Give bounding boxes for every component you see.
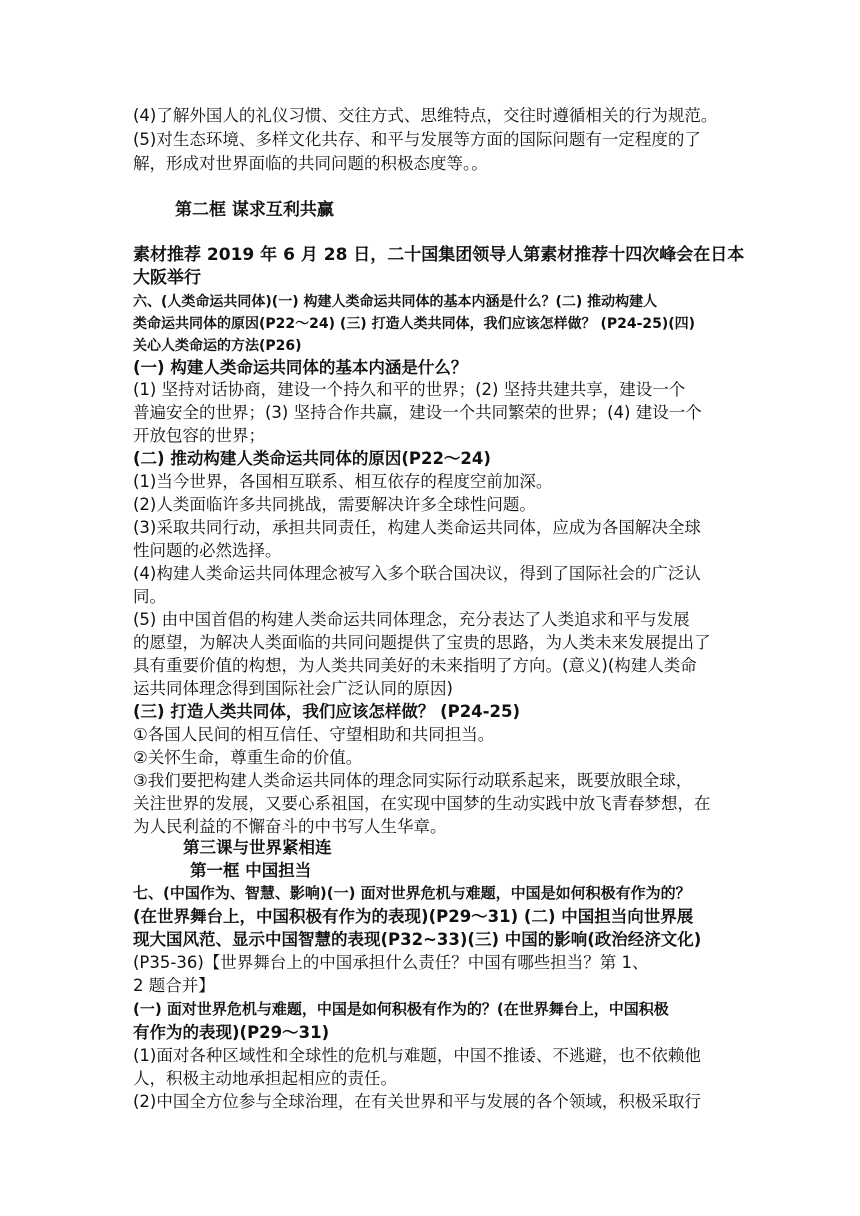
text-line: 具有重要价值的构想，为人类共同美好的未来指明了方向。(意义)(构建人类命 [133, 656, 697, 675]
subheading: 有作为的表现)(P29～31) [133, 1023, 330, 1042]
subheading: (三) 打造人类共同体，我们应该怎样做？ (P24-25) [133, 702, 521, 721]
question-outline: (P35-36)【世界舞台上的中国承担什么责任？中国有哪些担当？第 1、 [133, 953, 649, 972]
question-outline: 类命运共同体的原因(P22～24) (三) 打造人类共同体，我们应该怎样做？ (P24-25)(四) [133, 316, 696, 332]
text-line: (5) 由中国首倡的构建人类命运共同体理念，充分表达了人类追求和平与发展 [133, 610, 690, 629]
text-line: (1)面对各种区域性和全球性的危机与难题，中国不推诿、不逃避，也不依赖他 [133, 1046, 701, 1065]
section-heading: 第二框 谋求互利共赢 [175, 200, 334, 220]
question-outline: (在世界舞台上，中国积极有作为的表现)(P29～31) (二) 中国担当向世界展 [133, 907, 694, 926]
text-line: (3)采取共同行动，承担共同责任，构建人类命运共同体，应成为各国解决全球 [133, 518, 701, 537]
text-line: 普遍安全的世界；(3) 坚持合作共赢，建设一个共同繁荣的世界；(4) 建设一个 [133, 403, 702, 422]
text-line: 的愿望，为解决人类面临的共同问题提供了宝贵的思路，为人类未来发展提出了 [133, 633, 711, 652]
text-line: 人，积极主动地承担起相应的责任。 [133, 1069, 397, 1088]
text-line: 为人民利益的不懈奋斗的中书写人生华章。 [133, 817, 447, 836]
text-line: (2)中国全方位参与全球治理，在有关世界和平与发展的各个领域，积极采取行 [133, 1092, 701, 1111]
question-outline: 现大国风范、显示中国智慧的表现(P32~33)(三) 中国的影响(政治经济文化) [133, 930, 702, 949]
section-heading: 第一框 中国担当 [190, 861, 312, 880]
text-line: 性问题的必然选择。 [133, 541, 282, 560]
text-line: 运共同体理念得到国际社会广泛认同的原因) [133, 679, 453, 698]
subheading: (一) 构建人类命运共同体的基本内涵是什么？ [133, 358, 468, 377]
text-line: 关注世界的发展，又要心系祖国，在实现中国梦的生动实践中放飞青春梦想，在 [133, 794, 711, 813]
question-outline: 六、(人类命运共同体)(一) 构建人类命运共同体的基本内涵是什么？(二) 推动构建人 [133, 294, 658, 310]
material-recommendation: 素材推荐 2019 年 6 月 28 日，二十国集团领导人第素材推荐十四次峰会在日本 [133, 245, 745, 265]
text-line: (1) 坚持对话协商，建设一个持久和平的世界；(2) 坚持共建共享，建设一个 [133, 380, 686, 399]
lesson-heading: 第三课与世界紧相连 [183, 838, 332, 857]
text-line: (1)当今世界，各国相互联系、相互依存的程度空前加深。 [133, 472, 553, 491]
material-recommendation: 大阪举行 [133, 268, 201, 288]
text-line: ①各国人民间的相互信任、守望相助和共同担当。 [133, 725, 495, 744]
text-line: (5)对生态环境、多样文化共存、和平与发展等方面的国际问题有一定程度的了 [133, 130, 701, 149]
text-line: 解，形成对世界面临的共同问题的积极态度等。。 [133, 154, 488, 173]
subheading: (二) 推动构建人类命运共同体的原因(P22～24) [133, 449, 491, 468]
text-line: (4)构建人类命运共同体理念被写入多个联合国决议，得到了国际社会的广泛认 [133, 564, 701, 583]
question-outline: 关心人类命运的方法(P26) [133, 338, 302, 354]
text-line: (2)人类面临许多共同挑战，需要解决许多全球性问题。 [133, 495, 536, 514]
text-line: ③我们要把构建人类命运共同体的理念同实际行动联系起来，既要放眼全球， [133, 771, 693, 790]
text-line: 同。 [133, 587, 166, 606]
question-outline: 七、(中国作为、智慧、影响)(一) 面对世界危机与难题，中国是如何积极有作为的？ [133, 884, 691, 902]
text-line: 开放包容的世界； [133, 426, 265, 445]
question-outline: 2 题合并】 [133, 976, 215, 995]
text-line: (4)了解外国人的礼仪习惯、交往方式、思维特点，交往时遵循相关的行为规范。 [133, 106, 718, 125]
subheading: (一) 面对世界危机与难题，中国是如何积极有作为的？(在世界舞台上，中国积极 [133, 1000, 669, 1018]
text-line: ②关怀生命，尊重生命的价值。 [133, 748, 363, 767]
